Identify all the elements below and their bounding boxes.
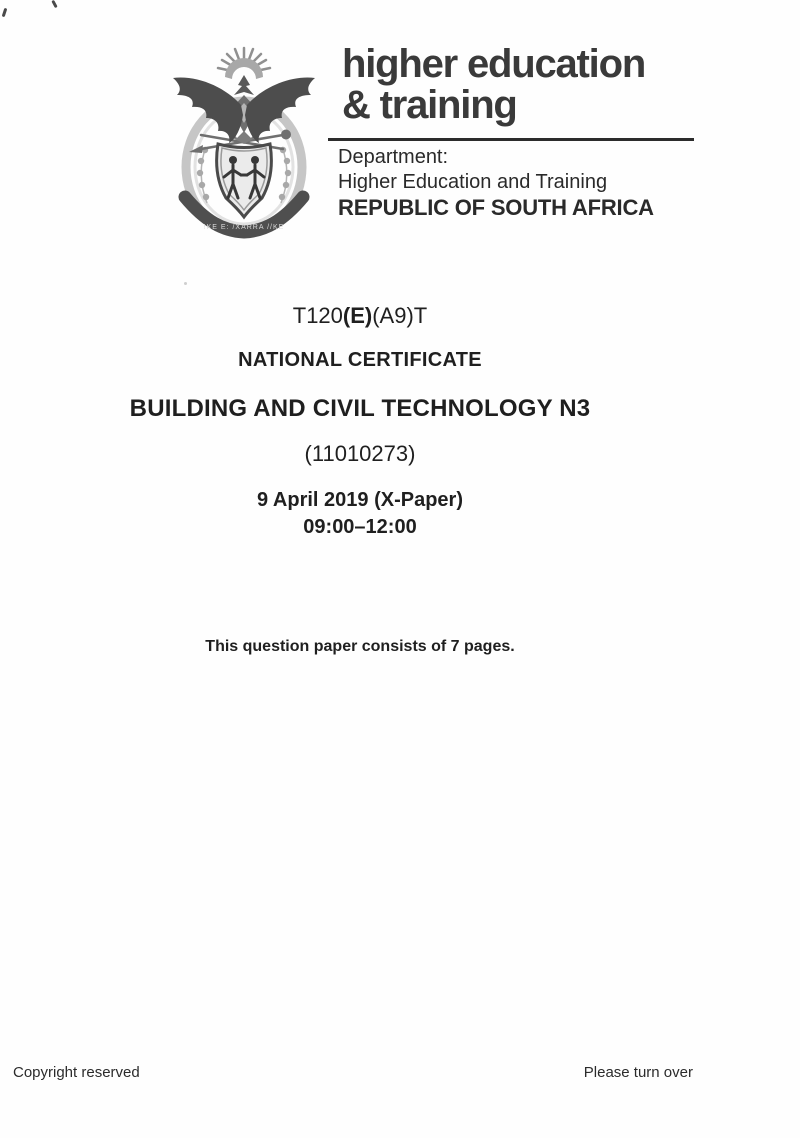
paper-code	[30, 303, 690, 329]
scan-speck	[2, 8, 8, 17]
emblem-shield	[217, 144, 272, 217]
scan-speck	[51, 0, 57, 8]
paper-code-suffix: (A9)T	[372, 303, 428, 328]
department-name: Higher Education and Training	[338, 171, 608, 193]
emblem-motto-text: !KE E: /XARRA //KE	[203, 224, 285, 231]
scan-speck	[184, 282, 187, 285]
exam-date: 9 April 2019 (X-Paper)	[256, 489, 463, 511]
logotype-line2: & training	[342, 83, 517, 127]
exam-time: 09:00–12:00	[303, 516, 417, 538]
department-label: Department:	[338, 146, 449, 168]
department-block	[338, 145, 654, 221]
please-turn-over-note: Please turn over	[583, 1064, 693, 1081]
emblem-sun	[218, 48, 270, 79]
coat-of-arms-icon	[160, 45, 328, 239]
subject-code: (11010273)	[304, 441, 416, 466]
pages-note: This question paper consists of 7 pages.	[205, 638, 515, 655]
certificate-title: NATIONAL CERTIFICATE	[238, 349, 482, 371]
subject-title: BUILDING AND CIVIL TECHNOLOGY N3	[129, 395, 591, 422]
header-rule	[328, 138, 694, 141]
paper-code-bold: (E)	[342, 303, 373, 328]
logotype-line1: higher education	[342, 42, 646, 86]
paper-code-prefix: T120	[292, 303, 343, 328]
logotype	[342, 44, 645, 126]
copyright-note: Copyright reserved	[13, 1064, 140, 1081]
country-name: REPUBLIC OF SOUTH AFRICA	[338, 195, 654, 220]
